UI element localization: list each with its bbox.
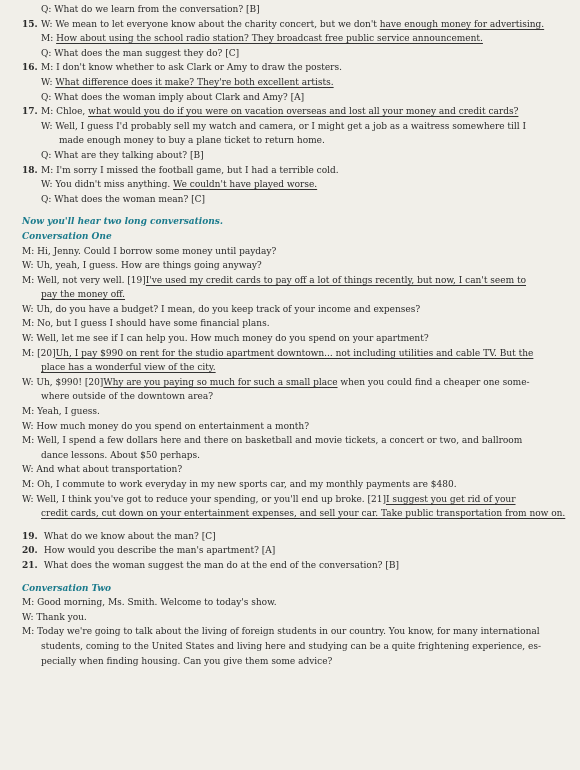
dialogue-line: W: What difference does it make? They're both excellent artists. [41,77,334,88]
dialogue-line: W: Uh, $990! [20]Why are you paying so much for such a small place when you could find a cheaper one some- [22,377,530,388]
item-number: 15. [22,19,38,30]
dialogue-line: students, coming to the United States and living here and studying can be a quite frightening experience, es- [41,641,541,652]
underlined-answer: credit cards, cut down on your entertainment expenses, and sell your car. Take public transportation from now on. [41,509,566,520]
item-number: 17. [22,107,38,118]
dialogue-line: Q: What does the woman imply about Clark and Amy? [A] [41,92,305,103]
dialogue-line: 15. W: We mean to let everyone know about the charity concert, but we don't have enough money for advertising. [22,18,566,33]
underlined-answer: How about using the school radio station? They broadcast free public service announcement. [56,34,483,45]
item-number: 16. [22,63,38,74]
conversation-one [22,245,566,522]
dialogue-line: made enough money to buy a plane ticket to return home. [59,136,325,147]
underlined-answer: place has a wonderful view of the city. [41,363,216,374]
underlined-answer: what would you do if you were on vacation overseas and lost all your money and credit cards? [88,107,519,118]
dialogue-line: pecially when finding housing. Can you give them some advice? [41,656,333,667]
dialogue-line: dance lessons. About $50 perhaps. [41,450,200,461]
dialogue-line: M: How about using the school radio station? They broadcast free public service announcement. [41,34,483,45]
underlined-answer: Why are you paying so much for such a small place [103,377,338,388]
question-text: What does the woman suggest the man do at the end of the conversation? [B] [41,560,399,571]
dialogue-line: W: Uh, yeah, I guess. How are things going anyway? [22,261,262,272]
dialogue-line: W: How much money do you spend on entertainment a month? [22,421,310,432]
question-list [22,530,566,574]
underlined-answer: I suggest you get rid of your [386,494,516,505]
dialogue-line: W: You didn't miss anything. We couldn't have played worse. [41,180,318,191]
dialogue-line: M: Well, not very well. [19]I've used my credit cards to pay off a lot of things recently, but now, I can't seem to [22,275,527,286]
dialogue-line: M: Well, I spend a few dollars here and there on basketball and movie tickets, a concert or two, and ballroom [22,436,523,447]
dialogue-line: 16. M: I don't know whether to ask Clark or Amy to draw the posters. [22,61,566,76]
dialogue-line: 18. M: I'm sorry I missed the football game, but I had a terrible cold. [22,164,566,179]
dialogue-line: Q: What are they talking about? [B] [41,150,204,161]
question-text: How would you describe the man's apartment? [A] [41,546,276,557]
dialogue-line: Q: What does the woman mean? [C] [41,194,206,205]
conversation-two [22,596,566,669]
conversation-two-title: Conversation Two [22,583,112,594]
dialogue-line: where outside of the downtown area? [41,392,214,403]
dialogue-line: M: Oh, I commute to work everyday in my new sports car, and my monthly payments are $480. [22,480,457,490]
dialogue-line: W: Well, let me see if I can help you. How much money do you spend on your apartment? [22,334,429,345]
question-item [22,544,566,559]
section-heading: Now you'll hear two long conversations. [22,217,223,228]
dialogue-line: W: Well, I think you've got to reduce your spending, or you'll end up broke. [21]I suggest you get rid of your [22,494,516,505]
dialogue-line: M: [20]Uh, I pay $990 on rent for the studio apartment downtown... not including utilities and cable TV. But the [22,348,534,359]
item-number: 21. [22,560,38,571]
dialogue-line [22,361,566,376]
dialogue-line: W: Uh, do you have a budget? I mean, do you keep track of your income and expenses? [22,304,421,315]
dialogue-line: W: And what about transportation? [22,465,183,476]
dialogue-line: M: Today we're going to talk about the living of foreign students in our country. You know, for many international [22,627,540,638]
underlined-answer: have enough money for advertising. [379,19,545,30]
item-number: 19. [22,531,38,542]
question-item [22,559,566,574]
underlined-answer: I've used my credit cards to pay off a lot of things recently, but now, I can't seem to [145,275,527,286]
underlined-answer: What difference does it make? They're both excellent artists. [55,77,334,88]
dialogue-line: Q: What do we learn from the conversation? [B] [41,5,260,15]
item-number: 18. [22,165,38,176]
question-text: What do we know about the man? [C] [41,531,216,542]
item-number: 20. [22,546,38,557]
dialogue-line [22,288,566,303]
dialogue-line: M: Hi, Jenny. Could I borrow some money until payday? [22,246,277,257]
dialogue-line: Q: What does the man suggest they do? [C] [41,48,240,59]
conversation-one-title: Conversation One [22,231,112,242]
dialogue-line: 17. M: Chloe, what would you do if you were on vacation overseas and lost all your money and credit cards? [22,105,566,120]
underlined-answer: Uh, I pay $990 on rent for the studio apartment downtown... not including utilities and cable TV. But the [55,348,534,359]
underlined-answer: We couldn't have played worse. [173,180,318,191]
dialogue-line: W: Thank you. [22,612,87,623]
question-item [22,530,566,545]
dialogue-line: M: No, but I guess I should have some financial plans. [22,319,270,330]
underlined-answer: pay the money off. [41,290,126,301]
dialogue-line: M: Good morning, Ms. Smith. Welcome to today's show. [22,598,277,609]
dialogue-line: M: Yeah, I guess. [22,407,100,418]
short-conversations [22,3,566,207]
dialogue-line: W: Well, I guess I'd probably sell my watch and camera, or I might get a job as a waitress somewhere till I [41,121,527,132]
dialogue-line [22,507,566,522]
